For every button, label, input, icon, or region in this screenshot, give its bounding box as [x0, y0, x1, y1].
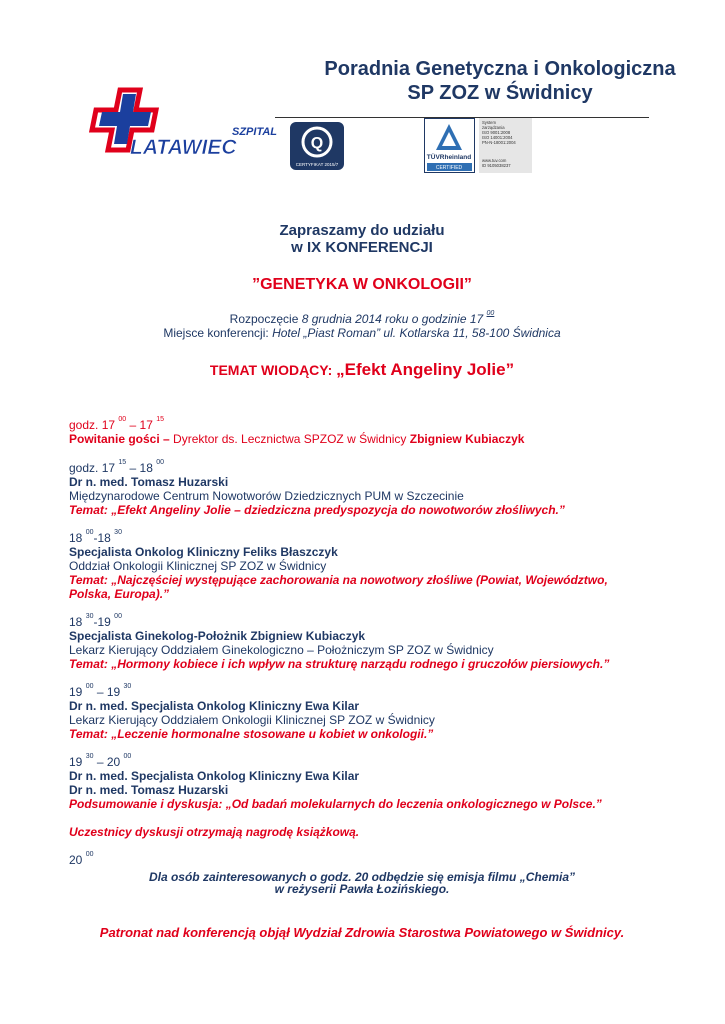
program-time: 19 $^{00}$ – 19 $^{30}$	[69, 683, 132, 699]
venue-info: Miejsce konferencji: Hotel „Piast Roman” ul. Kotlarska 11, 58-100 Świdnica	[163, 326, 561, 340]
speaker-affiliation: Lekarz Kierujący Oddziałem Ginekologiczno – Położniczym SP ZOZ w Świdnicy	[69, 643, 494, 657]
hospital-logo	[92, 88, 278, 159]
talk-topic: Temat: „Najczęściej występujące zachorowania na nowotwory złośliwe (Powiat, Województwo,	[69, 573, 608, 587]
tuv-certificate-logo	[424, 118, 532, 173]
program-time: 19 $^{30}$ – 20 $^{00}$	[69, 753, 132, 769]
svg-text:PN-N-18001:2004: PN-N-18001:2004	[482, 140, 516, 145]
conference-number: w IX KONFERENCJI	[291, 239, 433, 256]
cert-q-caption: CERTYFIKAT 2015/7	[295, 162, 339, 167]
tuv-brand-text: TÜVRheinland	[426, 154, 472, 161]
start-info: Rozpoczęcie 8 grudnia 2014 roku o godzinie 17 $^{00}$	[229, 310, 495, 326]
talk-topic: Temat: „Leczenie hormonalne stosowane u kobiet w onkologii.”	[69, 727, 434, 741]
speaker-name-second: Dr n. med. Tomasz Huzarski	[69, 783, 229, 797]
program-time: 20 $^{00}$	[69, 851, 94, 867]
svg-text:Q: Q	[310, 135, 324, 152]
discussion-summary: Podsumowanie i dyskusja: „Od badań molekularnych do leczenia onkologicznego w Polsce.”	[69, 797, 602, 811]
talk-topic-continued: Polska, Europa).”	[69, 587, 170, 601]
prize-note: Uczestnicy dyskusji otrzymają nagrodę książkową.	[69, 825, 360, 839]
program-time: godz. 17 $^{00}$ – 17 $^{15}$	[69, 416, 164, 432]
speaker-name: Dr n. med. Tomasz Huzarski	[69, 475, 229, 489]
program-time: 18 $^{30}$-19 $^{00}$	[69, 613, 122, 629]
speaker-name: Dr n. med. Specjalista Onkolog Kliniczny Ewa Kilar	[69, 769, 360, 783]
organization-name: Poradnia Genetyczna i Onkologiczna	[324, 58, 676, 80]
film-director: w reżyserii Pawła Łozińskiego.	[274, 882, 450, 896]
talk-topic: Temat: „Efekt Angeliny Jolie – dziedziczna predyspozycja do nowotworów złośliwych.”	[69, 503, 565, 517]
svg-text:System: System	[482, 120, 496, 125]
logo-word-latawiec: LATAWIEC	[130, 136, 237, 159]
program-time: godz. 17 $^{15}$ – 18 $^{00}$	[69, 459, 164, 475]
speaker-name: Specjalista Onkolog Kliniczny Feliks Błaszczyk	[69, 545, 338, 559]
talk-topic: Temat: „Hormony kobiece i ich wpływ na strukturę narządu rodnego i gruczołów piersiowych.”	[69, 657, 610, 671]
svg-text:zarządzania: zarządzania	[482, 125, 505, 130]
film-announcement: Dla osób zainteresowanych o godz. 20 odbędzie się emisja filmu „Chemia”	[148, 870, 576, 884]
invitation-line: Zapraszamy do udziału	[279, 222, 445, 239]
speaker-name: Dr n. med. Specjalista Onkolog Kliniczny Ewa Kilar	[69, 699, 360, 713]
lead-theme: TEMAT WIODĄCY: „Efekt Angeliny Jolie”	[209, 360, 515, 379]
logo-word-szpital: SZPITAL	[232, 126, 278, 138]
organization-subtitle: SP ZOZ w Świdnicy	[407, 82, 593, 104]
speaker-name: Specjalista Ginekolog-Położnik Zbigniew Kubiaczyk	[69, 629, 366, 643]
welcome-line: Powitanie gości – Dyrektor ds. Lecznictwa SPZOZ w Świdnicy Zbigniew Kubiaczyk	[69, 432, 525, 446]
svg-text:www.tuv.com: www.tuv.com	[482, 158, 507, 163]
patronage-note: Patronat nad konferencją objął Wydział Zdrowia Starostwa Powiatowego w Świdnicy.	[99, 925, 625, 940]
speaker-affiliation: Międzynarodowe Centrum Nowotworów Dziedzicznych PUM w Szczecinie	[69, 489, 464, 503]
svg-text:ID 9105038237: ID 9105038237	[482, 163, 511, 168]
conference-title: ”GENETYKA W ONKOLOGII”	[252, 276, 472, 293]
speaker-affiliation: Oddział Onkologii Klinicznej SP ZOZ w Świdnicy	[69, 559, 327, 573]
speaker-affiliation: Lekarz Kierujący Oddziałem Onkologii Klinicznej SP ZOZ w Świdnicy	[69, 713, 435, 727]
quality-certificate-logo	[289, 121, 345, 171]
tuv-certified-text: CERTIFIED	[435, 165, 463, 171]
svg-text:ISO 9001:2008: ISO 9001:2008	[482, 130, 511, 135]
svg-text:ISO 14001:2004: ISO 14001:2004	[482, 135, 513, 140]
program-time: 18 $^{00}$-18 $^{30}$	[69, 529, 122, 545]
